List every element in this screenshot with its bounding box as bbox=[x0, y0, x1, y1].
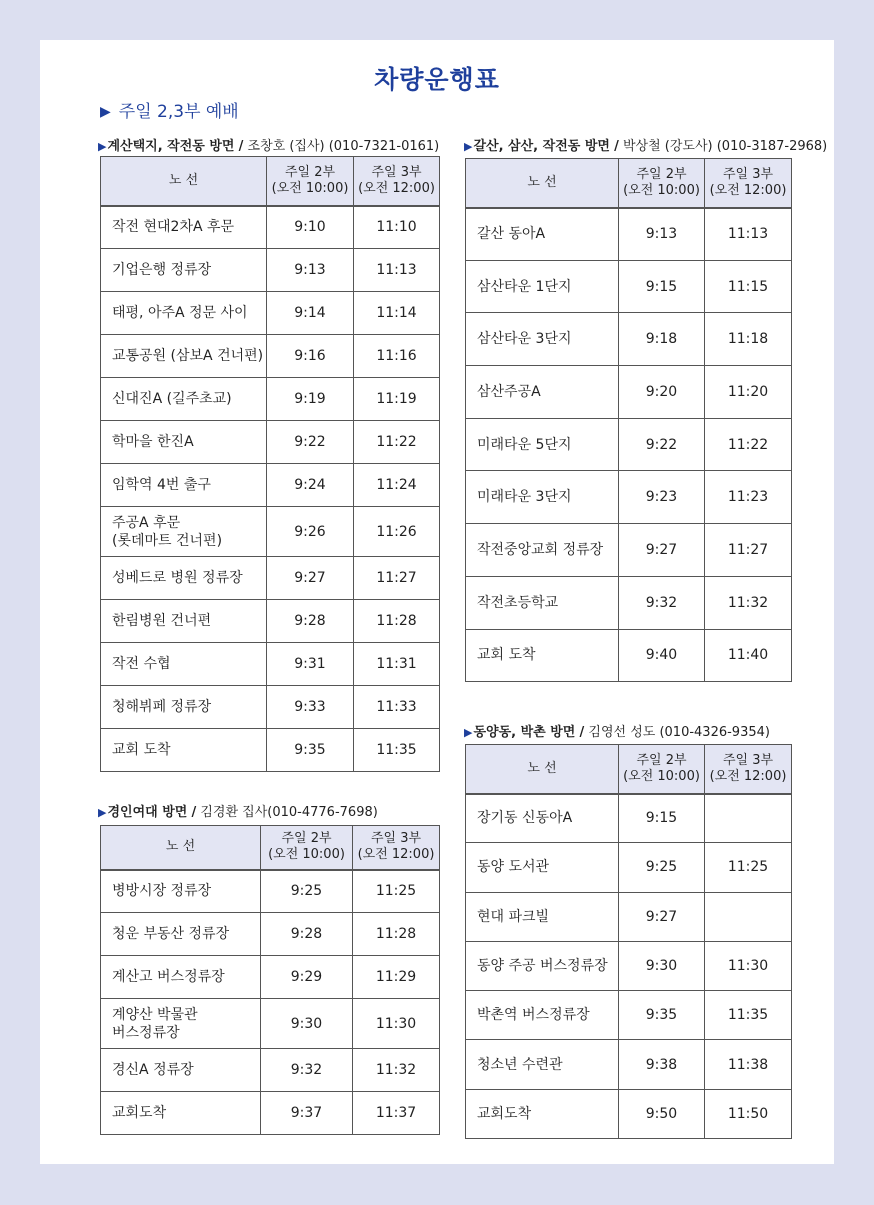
time-service3: 11:27 bbox=[354, 557, 440, 600]
stop-name bbox=[466, 1040, 619, 1089]
time-service3 bbox=[705, 794, 792, 843]
table-row bbox=[466, 524, 792, 577]
header-row bbox=[101, 157, 440, 206]
time-service3: 11:32 bbox=[353, 1049, 440, 1092]
time-service3: 11:40 bbox=[705, 629, 792, 682]
table-row bbox=[101, 421, 440, 464]
time-service2: 9:24 bbox=[267, 464, 354, 507]
time-service2: 9:19 bbox=[267, 378, 354, 421]
stop-name bbox=[101, 870, 261, 913]
time-service2: 9:28 bbox=[261, 913, 353, 956]
service3-time: (오전 12:00) bbox=[709, 768, 787, 784]
stop-name bbox=[466, 418, 619, 471]
time-service2: 9:22 bbox=[619, 418, 705, 471]
stop-name bbox=[466, 1089, 619, 1138]
column-header-service3 bbox=[353, 826, 440, 870]
stop-name bbox=[101, 913, 261, 956]
route-area: 경인여대 방면 bbox=[107, 805, 188, 820]
stop-name bbox=[466, 843, 619, 892]
route-header-label: 노 선 bbox=[165, 839, 196, 855]
stop-name-text: 교통공원 (삼보A 건너편) bbox=[112, 348, 264, 364]
table-row bbox=[101, 999, 440, 1049]
stop-name bbox=[101, 557, 267, 600]
stop-name bbox=[466, 794, 619, 843]
time-service3: 11:30 bbox=[705, 941, 792, 990]
time-service2: 9:20 bbox=[619, 366, 705, 419]
stop-name-text: 청운 부동산 정류장 bbox=[112, 926, 230, 942]
stop-name bbox=[101, 686, 267, 729]
service2-label: 주일 2부 bbox=[636, 166, 687, 182]
service-heading bbox=[100, 97, 239, 122]
stop-name-text: 기업은행 정류장 bbox=[112, 262, 212, 278]
service3-time: (오전 12:00) bbox=[709, 182, 787, 198]
stop-name-text: 병방시장 정류장 bbox=[112, 883, 212, 900]
time-service3: 11:25 bbox=[353, 870, 440, 913]
stop-name bbox=[466, 524, 619, 577]
table-row bbox=[466, 843, 792, 892]
stop-name-text: 삼산주공A bbox=[477, 383, 541, 400]
triangle-icon: ▶ bbox=[98, 140, 107, 153]
stop-name bbox=[466, 260, 619, 313]
table-row bbox=[101, 249, 440, 292]
time-service2: 9:25 bbox=[261, 870, 353, 913]
time-service2: 9:38 bbox=[619, 1040, 705, 1089]
route-header-label: 노 선 bbox=[527, 174, 557, 190]
stop-name bbox=[101, 292, 267, 335]
stop-name bbox=[101, 1092, 261, 1135]
time-service2: 9:27 bbox=[267, 557, 354, 600]
time-service3 bbox=[705, 892, 792, 941]
service3-label: 주일 3부 bbox=[370, 831, 422, 847]
service3-label: 주일 3부 bbox=[722, 166, 774, 182]
time-service2: 9:23 bbox=[619, 471, 705, 524]
stop-name bbox=[466, 366, 619, 419]
stop-name bbox=[101, 206, 267, 249]
service2-time: (오전 10:00) bbox=[268, 847, 345, 863]
column-header-service2 bbox=[267, 157, 354, 206]
time-service3: 11:50 bbox=[705, 1089, 792, 1138]
route-header-label: 노 선 bbox=[527, 760, 557, 776]
stop-name-text: 임학역 4번 출구 bbox=[112, 477, 211, 493]
table-row bbox=[466, 260, 792, 313]
stop-name bbox=[101, 335, 267, 378]
service3-label: 주일 3부 bbox=[371, 164, 422, 180]
page-title: 차량운행표 bbox=[374, 65, 500, 94]
time-service3: 11:23 bbox=[705, 471, 792, 524]
stop-name bbox=[101, 249, 267, 292]
stop-name-text: 미래타운 3단지 bbox=[477, 489, 572, 506]
route-contact: 박상철 (강도사) (010-3187-2968) bbox=[622, 139, 828, 154]
stop-name-text: 미래타운 5단지 bbox=[477, 436, 572, 453]
service2-label: 주일 2부 bbox=[281, 831, 332, 847]
stop-name bbox=[466, 471, 619, 524]
column-header-service2 bbox=[261, 826, 353, 870]
stop-name bbox=[466, 313, 619, 366]
table-row bbox=[101, 1049, 440, 1092]
table-row bbox=[101, 378, 440, 421]
stop-name-text: 경신A 정류장 bbox=[112, 1062, 194, 1078]
table-row bbox=[101, 557, 440, 600]
table-row bbox=[101, 643, 440, 686]
time-service2: 9:37 bbox=[261, 1092, 353, 1135]
stop-name bbox=[101, 507, 267, 557]
service3-time: (오전 12:00) bbox=[357, 847, 435, 863]
time-service2: 9:18 bbox=[619, 313, 705, 366]
service2-time: (오전 10:00) bbox=[271, 180, 349, 196]
table-row bbox=[101, 292, 440, 335]
table-row bbox=[101, 913, 440, 956]
stop-name bbox=[101, 956, 261, 999]
route-header-gyesan: ▶계산택지, 작전동 방면 / 조창호 (집사) (010-7321-0161) bbox=[98, 139, 440, 154]
table-row bbox=[101, 335, 440, 378]
time-service3: 11:38 bbox=[705, 1040, 792, 1089]
table-row bbox=[101, 464, 440, 507]
column-header-route bbox=[101, 826, 261, 870]
stop-name-text: 청해뷔페 정류장 bbox=[112, 699, 212, 715]
table-row bbox=[466, 1040, 792, 1089]
time-service3: 11:28 bbox=[353, 913, 440, 956]
header-row bbox=[101, 826, 440, 870]
table-row bbox=[101, 206, 440, 249]
stop-name-text: 성베드로 병원 정류장 bbox=[112, 570, 243, 586]
table-row bbox=[466, 794, 792, 843]
time-service3: 11:33 bbox=[354, 686, 440, 729]
time-service2: 9:27 bbox=[619, 892, 705, 941]
column-header-service3 bbox=[354, 157, 440, 206]
stop-name-text: 동양 도서관 bbox=[477, 859, 550, 876]
table-row bbox=[466, 1089, 792, 1138]
time-service3: 11:27 bbox=[705, 524, 792, 577]
time-service3: 11:16 bbox=[354, 335, 440, 378]
stop-name-text: 작전 현대2차A 후문 bbox=[112, 219, 235, 236]
time-service2: 9:33 bbox=[267, 686, 354, 729]
schedule-sheet bbox=[40, 40, 834, 1164]
time-service2: 9:30 bbox=[261, 999, 353, 1049]
triangle-icon: ▶ bbox=[98, 806, 107, 819]
header-row bbox=[466, 745, 792, 794]
route-table-gyeongin bbox=[100, 825, 440, 1135]
route-contact: 김경환 집사(010-4776-7698) bbox=[200, 805, 378, 820]
route-table-dongyang bbox=[465, 744, 792, 1139]
stop-name bbox=[101, 643, 267, 686]
time-service3: 11:15 bbox=[705, 260, 792, 313]
table-row bbox=[101, 686, 440, 729]
table-row bbox=[101, 600, 440, 643]
table-row bbox=[466, 208, 792, 261]
stop-name-text: 주공A 후문 bbox=[112, 514, 181, 531]
time-service3: 11:31 bbox=[354, 643, 440, 686]
time-service2: 9:30 bbox=[619, 941, 705, 990]
stop-name bbox=[101, 421, 267, 464]
time-service3: 11:22 bbox=[705, 418, 792, 471]
time-service3: 11:19 bbox=[354, 378, 440, 421]
stop-name bbox=[466, 892, 619, 941]
time-service2: 9:15 bbox=[619, 260, 705, 313]
time-service2: 9:31 bbox=[267, 643, 354, 686]
stop-name-text: 현대 파크빌 bbox=[477, 908, 550, 925]
column-header-service2 bbox=[619, 745, 705, 794]
route-header-gyeongin: ▶경인여대 방면 / 김경환 집사(010-4776-7698) bbox=[98, 805, 378, 820]
table-row bbox=[466, 629, 792, 682]
triangle-icon: ▶ bbox=[464, 726, 473, 739]
column-header-service3 bbox=[705, 745, 792, 794]
table-row bbox=[466, 366, 792, 419]
table-row bbox=[466, 941, 792, 990]
stop-name-text: 신대진A (길주초교) bbox=[112, 391, 232, 407]
column-header-route bbox=[101, 157, 267, 206]
stop-name bbox=[101, 999, 261, 1049]
stop-name-text: 교회 도착 bbox=[112, 742, 171, 758]
time-service3: 11:35 bbox=[705, 991, 792, 1040]
time-service2: 9:29 bbox=[261, 956, 353, 999]
time-service2: 9:50 bbox=[619, 1089, 705, 1138]
time-service2: 9:26 bbox=[267, 507, 354, 557]
stop-name bbox=[101, 1049, 261, 1092]
table-row bbox=[466, 313, 792, 366]
table-row bbox=[101, 1092, 440, 1135]
time-service3: 11:24 bbox=[354, 464, 440, 507]
stop-name bbox=[466, 941, 619, 990]
stop-name bbox=[101, 378, 267, 421]
route-table-gyesan bbox=[100, 156, 440, 772]
triangle-icon: ▶ bbox=[464, 140, 473, 153]
time-service3: 11:18 bbox=[705, 313, 792, 366]
service2-label: 주일 2부 bbox=[284, 164, 336, 180]
service2-time: (오전 10:00) bbox=[623, 768, 700, 784]
stop-name-text: 청소년 수련관 bbox=[477, 1056, 563, 1073]
column-header-service2 bbox=[619, 159, 705, 208]
stop-name-text: 작전초등학교 bbox=[477, 594, 559, 611]
stop-name bbox=[466, 991, 619, 1040]
column-header-service3 bbox=[705, 159, 792, 208]
stop-name-text: 태평, 아주A 정문 사이 bbox=[112, 305, 248, 321]
time-service3: 11:29 bbox=[353, 956, 440, 999]
time-service2: 9:10 bbox=[267, 206, 354, 249]
table-row bbox=[101, 870, 440, 913]
route-header-dongyang: ▶동양동, 박촌 방면 / 김영선 성도 (010-4326-9354) bbox=[464, 725, 770, 740]
stop-name bbox=[466, 208, 619, 261]
time-service2: 9:13 bbox=[267, 249, 354, 292]
stop-name-text: 삼산타운 1단지 bbox=[477, 278, 572, 295]
stop-name-text: 교회 도착 bbox=[477, 647, 536, 664]
service3-label: 주일 3부 bbox=[722, 752, 774, 768]
stop-name bbox=[101, 600, 267, 643]
time-service3: 11:32 bbox=[705, 576, 792, 629]
stop-name-text: 학마을 한진A bbox=[112, 434, 194, 450]
route-area: 갈산, 삼산, 작전동 방면 bbox=[473, 139, 610, 154]
stop-name-text: 박촌역 버스정류장 bbox=[477, 1007, 590, 1024]
table-row bbox=[466, 418, 792, 471]
service3-time: (오전 12:00) bbox=[358, 180, 435, 196]
column-header-route bbox=[466, 745, 619, 794]
stop-name-text: 작전중앙교회 정류장 bbox=[477, 541, 604, 558]
time-service3: 11:13 bbox=[354, 249, 440, 292]
stop-name bbox=[101, 729, 267, 772]
stop-name-text: 교회도착 bbox=[477, 1105, 532, 1122]
route-area: 동양동, 박촌 방면 bbox=[473, 725, 576, 740]
time-service3: 11:22 bbox=[354, 421, 440, 464]
column-header-route bbox=[466, 159, 619, 208]
time-service2: 9:15 bbox=[619, 794, 705, 843]
table-row bbox=[466, 991, 792, 1040]
time-service2: 9:27 bbox=[619, 524, 705, 577]
triangle-icon: ▶ bbox=[100, 104, 111, 120]
time-service2: 9:13 bbox=[619, 208, 705, 261]
table-row bbox=[466, 576, 792, 629]
time-service2: 9:25 bbox=[619, 843, 705, 892]
time-service2: 9:16 bbox=[267, 335, 354, 378]
header-row bbox=[466, 159, 792, 208]
service-label: 주일 2,3부 예배 bbox=[118, 102, 239, 122]
time-service3: 11:35 bbox=[354, 729, 440, 772]
route-area: 계산택지, 작전동 방면 bbox=[107, 139, 235, 154]
table-row bbox=[101, 729, 440, 772]
table-row bbox=[101, 956, 440, 999]
stop-name-text: 동양 주공 버스정류장 bbox=[477, 958, 608, 975]
stop-name-text: 계산고 버스정류장 bbox=[112, 969, 225, 985]
time-service3: 11:10 bbox=[354, 206, 440, 249]
time-service3: 11:26 bbox=[354, 507, 440, 557]
stop-name-text: 교회도착 bbox=[112, 1105, 167, 1121]
stop-name bbox=[466, 576, 619, 629]
time-service2: 9:14 bbox=[267, 292, 354, 335]
time-service2: 9:32 bbox=[619, 576, 705, 629]
stop-name-text-2: (롯데마트 건너편) bbox=[112, 532, 223, 549]
stop-name-text: 계양산 박물관 bbox=[112, 1006, 198, 1023]
stop-name-text-2: 버스정류장 bbox=[112, 1024, 180, 1041]
stop-name-text: 장기동 신동아A bbox=[477, 810, 573, 827]
route-contact: 조창호 (집사) (010-7321-0161) bbox=[247, 139, 440, 154]
route-table-galsan bbox=[465, 158, 792, 682]
stop-name-text: 작전 수협 bbox=[112, 656, 171, 672]
stop-name-text: 삼산타운 3단지 bbox=[477, 331, 572, 348]
stop-name-text: 한림병원 건너편 bbox=[112, 613, 212, 629]
stop-name bbox=[466, 629, 619, 682]
time-service2: 9:22 bbox=[267, 421, 354, 464]
stop-name bbox=[101, 464, 267, 507]
time-service2: 9:32 bbox=[261, 1049, 353, 1092]
time-service3: 11:37 bbox=[353, 1092, 440, 1135]
time-service2: 9:28 bbox=[267, 600, 354, 643]
time-service3: 11:30 bbox=[353, 999, 440, 1049]
time-service3: 11:25 bbox=[705, 843, 792, 892]
time-service2: 9:40 bbox=[619, 629, 705, 682]
route-contact: 김영선 성도 (010-4326-9354) bbox=[588, 725, 770, 740]
time-service2: 9:35 bbox=[619, 991, 705, 1040]
table-row bbox=[101, 507, 440, 557]
table-row bbox=[466, 471, 792, 524]
time-service3: 11:13 bbox=[705, 208, 792, 261]
time-service3: 11:14 bbox=[354, 292, 440, 335]
stop-name-text: 갈산 동아A bbox=[477, 226, 546, 243]
table-row bbox=[466, 892, 792, 941]
time-service3: 11:28 bbox=[354, 600, 440, 643]
route-header-label: 노 선 bbox=[168, 172, 199, 188]
route-header-galsan: ▶갈산, 삼산, 작전동 방면 / 박상철 (강도사) (010-3187-2968) bbox=[464, 139, 828, 154]
service2-label: 주일 2부 bbox=[636, 752, 687, 768]
time-service2: 9:35 bbox=[267, 729, 354, 772]
service2-time: (오전 10:00) bbox=[623, 182, 700, 198]
time-service3: 11:20 bbox=[705, 366, 792, 419]
